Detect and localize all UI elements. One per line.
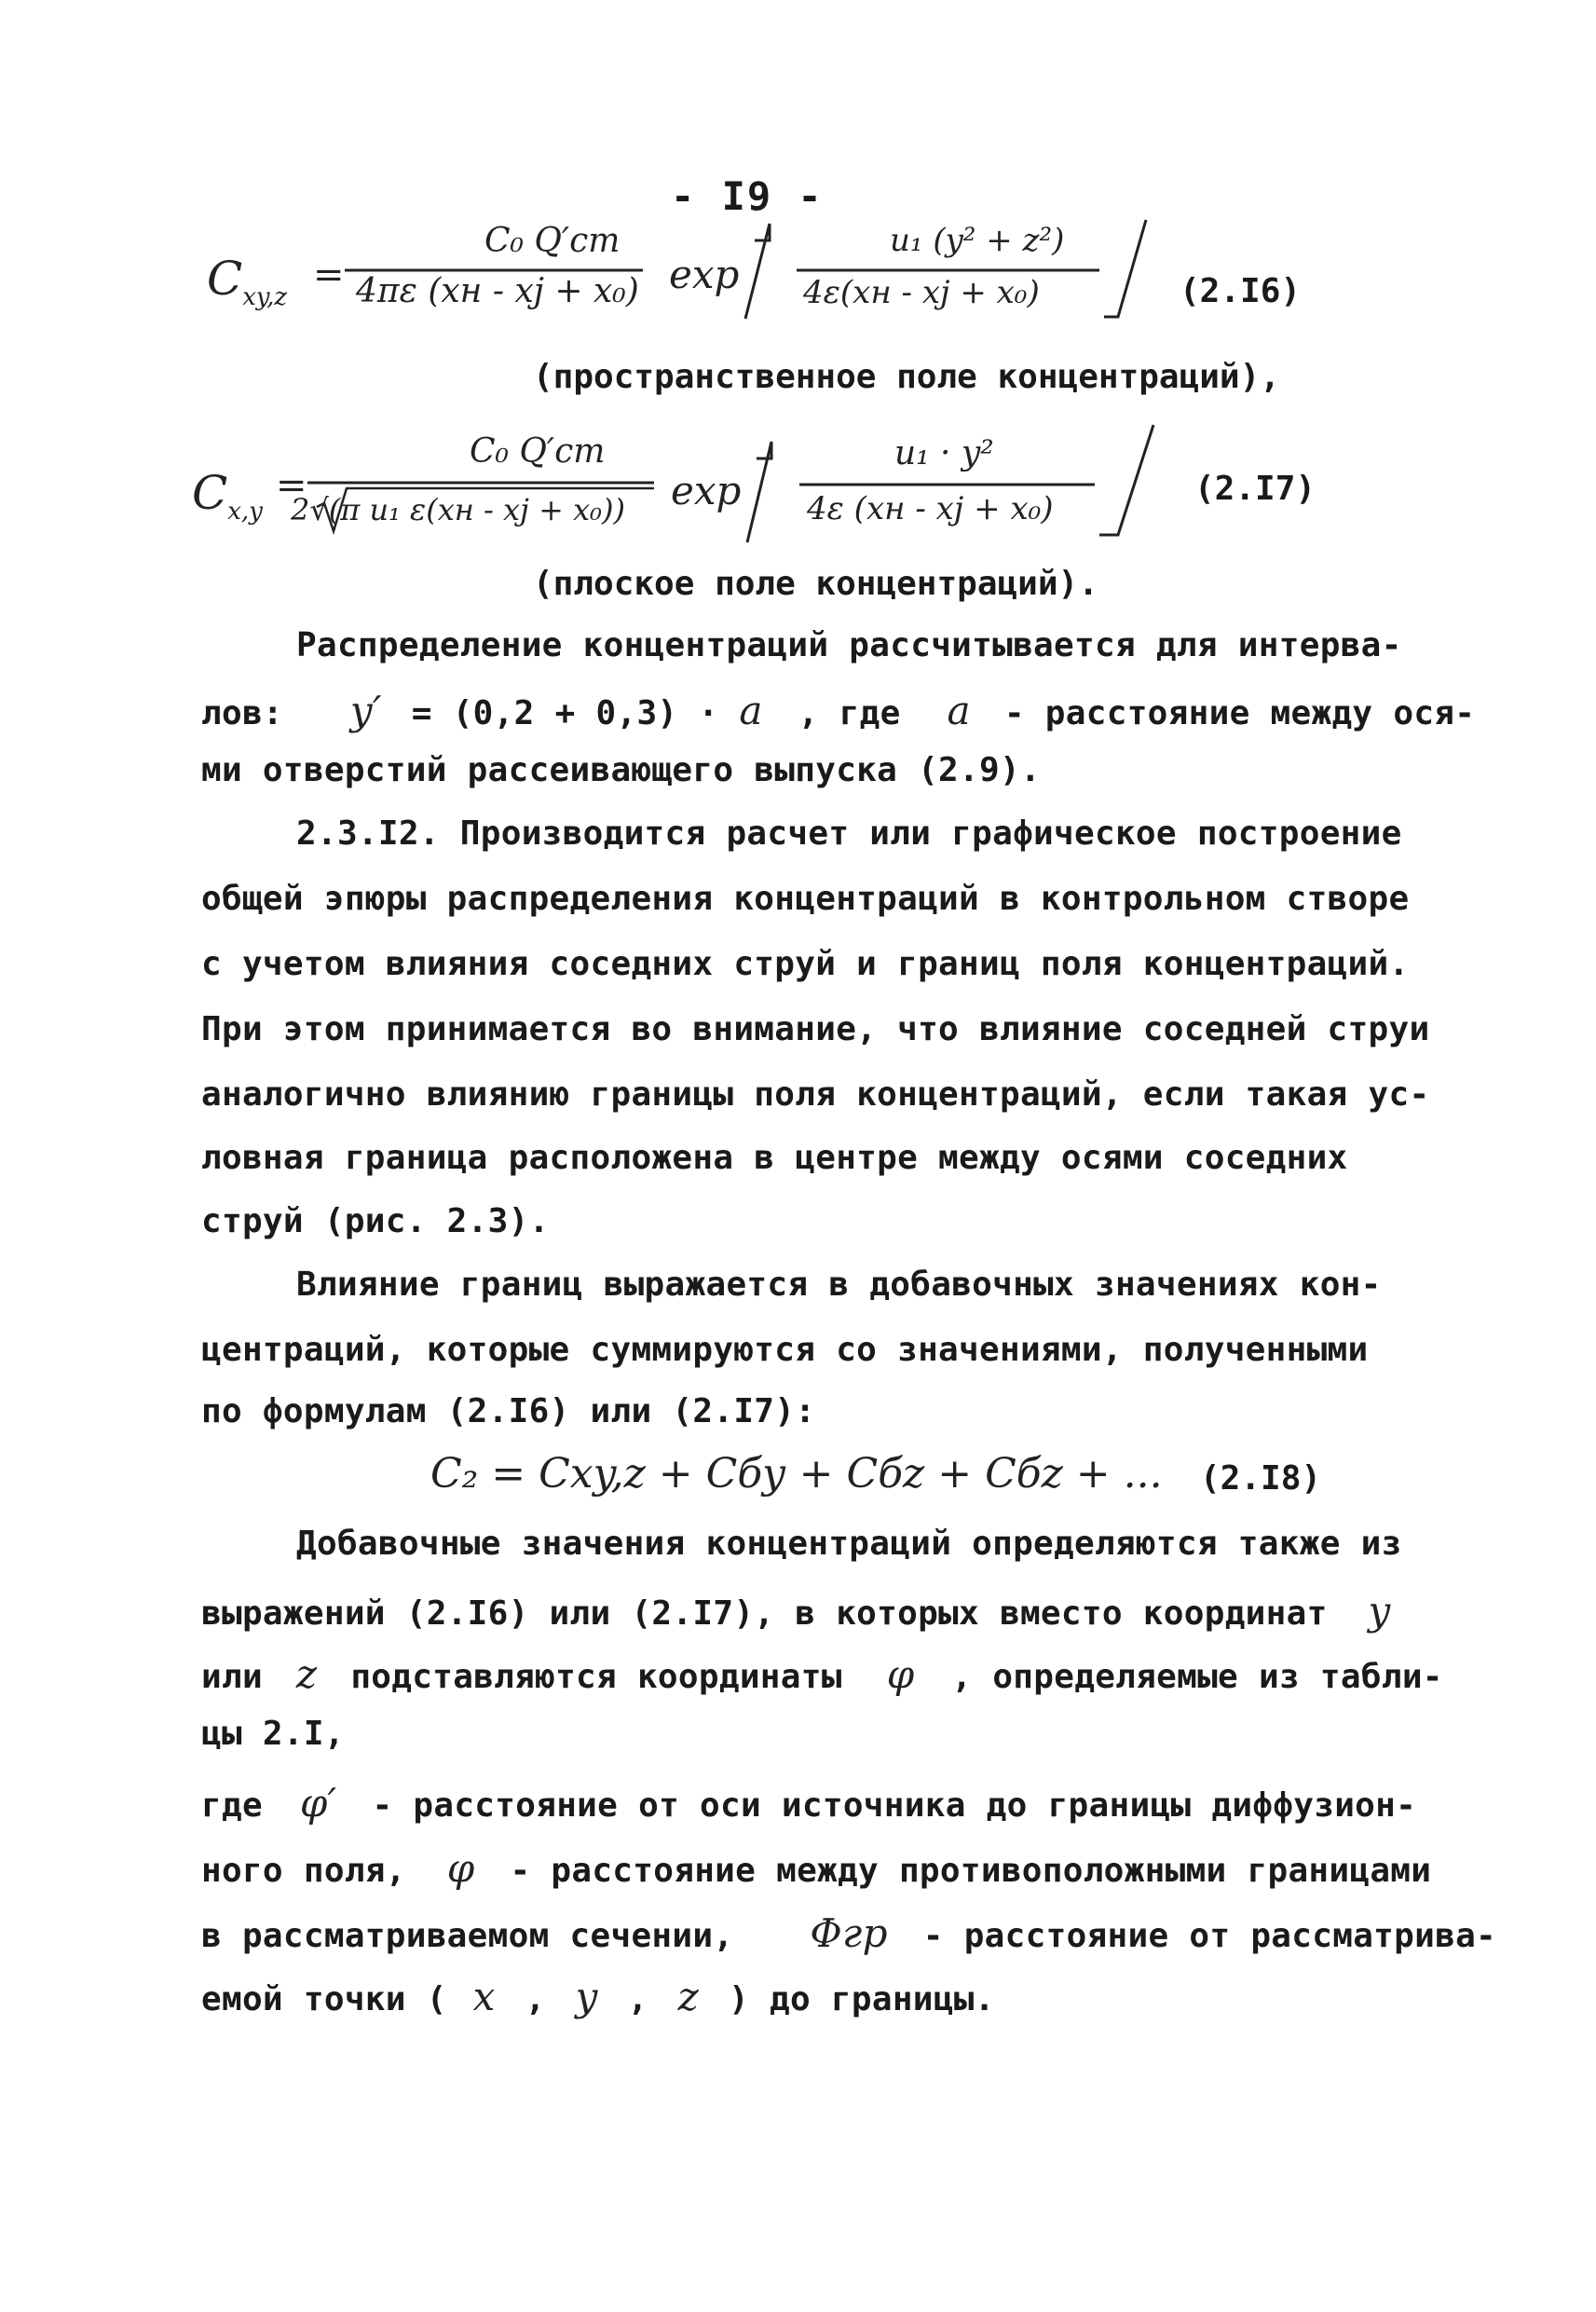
para5-line3 <box>201 1910 1496 1956</box>
eq16-exp: exp <box>669 252 740 297</box>
para4-line3-c: , определяемые из табли- <box>951 1658 1443 1696</box>
symbol-phi-gr: Φгр <box>810 1910 888 1956</box>
symbol-z: z <box>295 1651 318 1697</box>
para3-line2: центраций, которые суммируются со значениями, полученными <box>201 1331 1369 1369</box>
equation-2-18: C₂ = Cxy,z + Cбу + Cбz + Cбz + ... <box>430 1450 1163 1498</box>
para1-line1: Распределение концентраций рассчитывается для интерва- <box>296 626 1402 664</box>
eq17-numerator: C₀ Q′ст <box>470 432 606 471</box>
para1-line3: ми отверстий рассеивающего выпуска (2.9). <box>201 751 1041 789</box>
para3-line3: по формулам (2.I6) или (2.I7): <box>201 1392 816 1430</box>
para5-line2 <box>201 1845 1431 1891</box>
para4-line2-a: выражений (2.I6) или (2.I7), в которых вместо координат <box>201 1594 1328 1633</box>
para4-line4: цы 2.I, <box>201 1715 345 1753</box>
eq17-denominator: 2√(π u₁ ε(xн - xj + x₀)) <box>291 492 625 527</box>
para1-line2 <box>201 688 1475 733</box>
symbol-phi: φ <box>886 1651 915 1697</box>
para5-line4 <box>201 1974 995 2019</box>
symbol-y-prime: y′ <box>349 688 382 733</box>
eq16-denominator: 4πε (xн - xj + x₀) <box>356 272 639 310</box>
para5-line2-a: ного поля, <box>201 1852 406 1890</box>
para5-line4-sep2: , <box>627 1980 648 2018</box>
para5-line3-a: в рассматриваемом сечении, <box>201 1917 734 1955</box>
symbol-y-2: y <box>575 1974 598 2019</box>
para1-line2-b: = (0,2 + 0,3) · <box>411 694 719 732</box>
symbol-x: x <box>472 1974 496 2019</box>
para4-line3 <box>201 1651 1443 1697</box>
equation-2-16 <box>0 214 1596 326</box>
eq16-number: (2.I6) <box>1180 272 1302 310</box>
eq17-exp-numerator: u₁ · y² <box>894 434 994 472</box>
eq17-caption: (плоское поле концентраций). <box>533 565 1098 603</box>
eq16-exp-denominator: 4ε(xн - xj + x₀) <box>803 274 1040 311</box>
symbol-a-2: a <box>947 688 971 733</box>
para2-line6: ловная граница расположена в центре между осями соседних <box>201 1139 1348 1177</box>
para5-line3-b: - расстояние от рассматрива- <box>922 1917 1497 1955</box>
para3-line1: Влияние границ выражается в добавочных значениях кон- <box>296 1265 1382 1304</box>
para2-line3: с учетом влияния соседних струй и границ поля концентраций. <box>201 945 1410 983</box>
page-number: - I9 - <box>671 173 824 219</box>
para2-line7: струй (рис. 2.3). <box>201 1202 550 1240</box>
symbol-phi-prime: φ′ <box>299 1780 337 1826</box>
eq16-equals: = <box>313 253 345 296</box>
eq18-number: (2.I8) <box>1200 1459 1322 1498</box>
symbol-z-2: z <box>677 1974 700 2019</box>
eq17-number: (2.I7) <box>1194 470 1316 508</box>
para5-line4-a: емой точки ( <box>201 1980 447 2018</box>
para1-line2-c: , где <box>798 694 901 732</box>
eq16-caption: (пространственное поле концентраций), <box>533 358 1280 396</box>
para1-line2-a: лов: <box>201 694 283 732</box>
eq17-lhs: $C_{x,y}$ <box>192 466 263 526</box>
eq16-lhs-subscript: xy,z <box>242 283 288 311</box>
eq17-exp-denominator: 4ε (xн - xj + x₀) <box>807 490 1054 527</box>
para5-line4-sep1: , <box>525 1980 546 2018</box>
eq17-lhs-subscript: x,y <box>227 498 263 526</box>
eq16-numerator: C₀ Q′ст <box>484 222 621 260</box>
para5-line1-b: - расстояние от оси источника до границы диффузион- <box>372 1786 1417 1825</box>
eq17-equals: = <box>276 464 307 507</box>
para5-line1-a: где <box>201 1786 263 1825</box>
symbol-phi-2: φ <box>446 1845 475 1891</box>
equation-2-17 <box>0 421 1596 552</box>
eq17-exp: exp <box>671 468 742 513</box>
para2-line2: общей эпюры распределения концентраций в контрольном створе <box>201 880 1410 918</box>
para4-line3-a: или <box>201 1658 263 1696</box>
para4-line3-b: подставляются координаты <box>350 1658 842 1696</box>
symbol-a: a <box>739 688 763 733</box>
eq16-lhs: $C_{xy,z}$ <box>207 252 288 311</box>
para5-line2-b: - расстояние между противоположными границами <box>510 1852 1432 1890</box>
para2-line1: 2.3.I2. Производится расчет или графическое построение <box>296 814 1402 853</box>
para4-line1: Добавочные значения концентраций определяются также из <box>296 1525 1402 1563</box>
para5-line4-b: ) до границы. <box>729 1980 995 2018</box>
eq16-exp-numerator: u₁ (y² + z²) <box>890 222 1065 259</box>
para2-line4: При этом принимается во внимание, что влияние соседней струи <box>201 1010 1430 1048</box>
para5-line1 <box>201 1780 1416 1826</box>
para4-line2 <box>201 1588 1391 1634</box>
para2-line5: аналогично влиянию границы поля концентраций, если такая ус- <box>201 1075 1430 1114</box>
para1-line2-d: - расстояние между ося- <box>1003 694 1476 732</box>
symbol-y: y <box>1368 1588 1391 1634</box>
